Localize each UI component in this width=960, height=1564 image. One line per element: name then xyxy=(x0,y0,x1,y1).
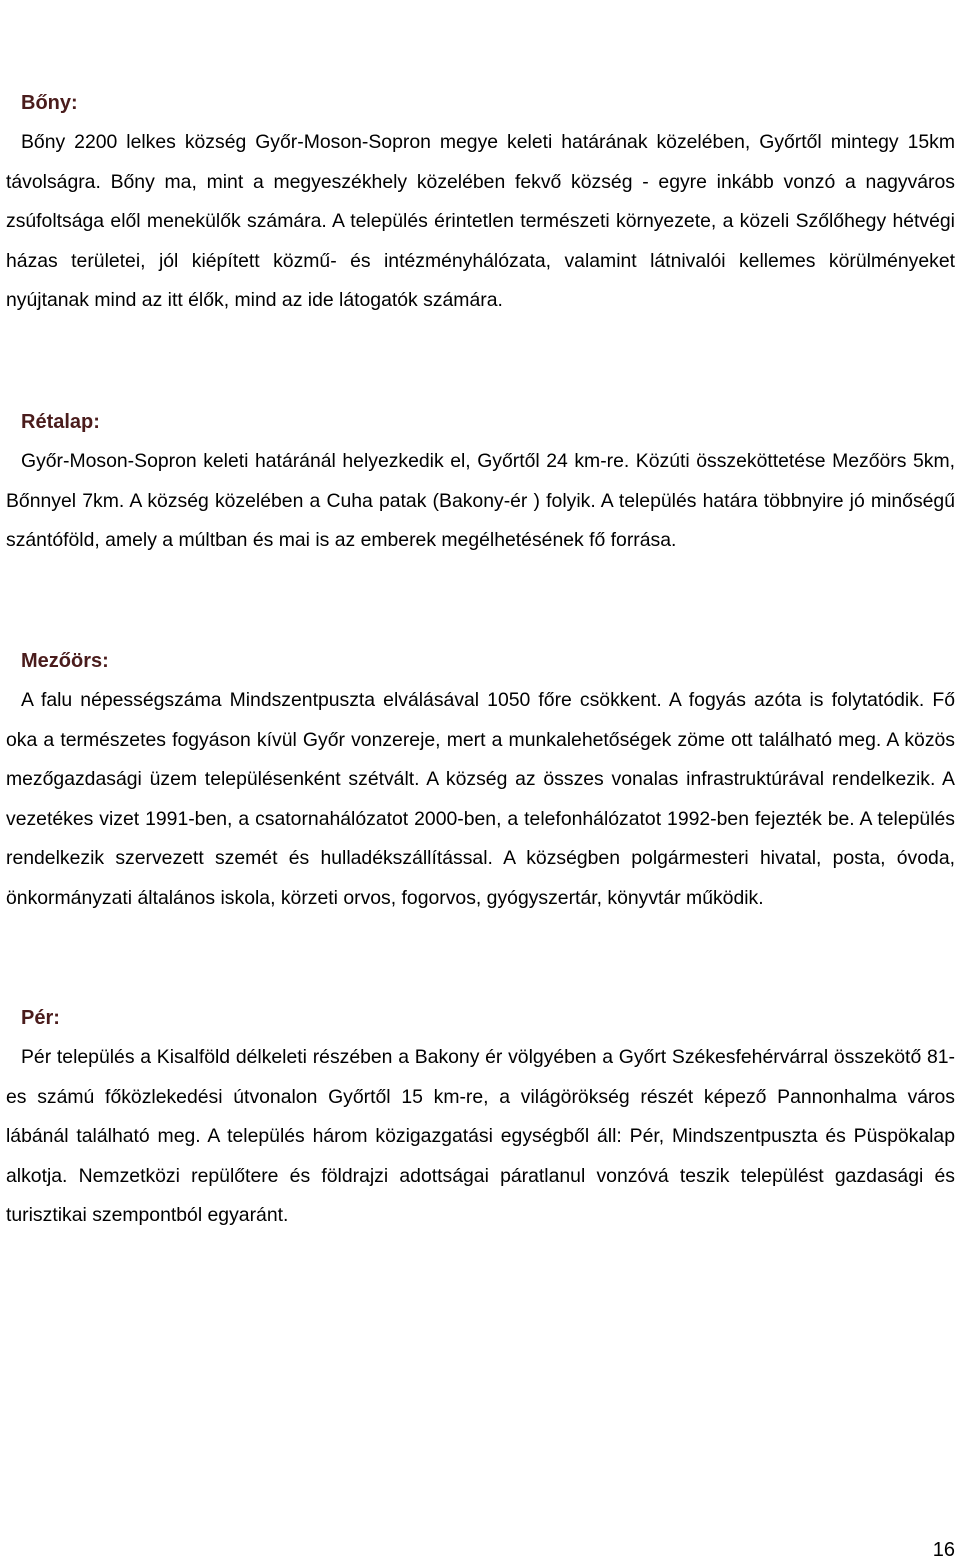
section-body-bony: Bőny 2200 lelkes község Győr-Moson-Sopron megye keleti határának közelében, Győrtől mintegy 15km távolságra. Bőny ma, mint a megyeszékhely közelében fekvő község - egyre inkább vonzó a nagyváros zsúfoltsága elől menekülők számára. A település érintetlen természeti környezete, a közeli Szőlőhegy hétvégi házas területei, jól kiépített közmű- és intézményhálózata, valamint látnivalói kellemes körülményeket nyújtanak mind az itt élők, mind az ide látogatók számára. xyxy=(6,131,955,312)
section-heading-retalap: Rétalap: xyxy=(21,411,100,433)
section-retalap xyxy=(6,402,955,561)
section-heading-per: Pér: xyxy=(21,1007,60,1029)
section-per xyxy=(6,998,955,1236)
section-bony xyxy=(6,83,955,321)
section-body-retalap: Győr-Moson-Sopron keleti határánál helyezkedik el, Győrtől 24 km-re. Közúti összeköttetése Mezőörs 5km, Bőnnyel 7km. A község közelében a Cuha patak (Bakony-ér ) folyik. A település határa többnyire jó minőségű szántóföld, amely a múltban és mai is az emberek megélhetésének fő forrása. xyxy=(6,450,955,552)
section-body-mezoors: A falu népességszáma Mindszentpuszta elválásával 1050 főre csökkent. A fogyás azóta is folytatódik. Fő oka a természetes fogyáson kívül Győr vonzereje, mert a munkalehetőségek zöme ott található meg. A közös mezőgazdasági üzem településenként szétvált. A község az összes vonalas infrastruktúrával rendelkezik. A vezetékes vizet 1991-ben, a csatornahálózatot 2000-ben, a telefonhálózatot 1992-ben fejezték be. A település rendelkezik szervezett szemét és hulladékszállítással. A községben polgármesteri hivatal, posta, óvoda, önkormányzati általános iskola, körzeti orvos, fogorvos, gyógyszertár, könyvtár működik. xyxy=(6,689,955,909)
section-heading-mezoors: Mezőörs: xyxy=(21,650,109,672)
section-body-per: Pér település a Kisalföld délkeleti részében a Bakony ér völgyében a Győrt Székesfehérvárral összekötő 81-es számú főközlekedési útvonalon Győrtől 15 km-re, a világörökség részét képező Pannonhalma város lábánál található meg. A település három közigazgatási egységből áll: Pér, Mindszentpuszta és Püspökalap alkotja. Nemzetközi repülőtere és földrajzi adottságai páratlanul vonzóvá teszik települést gazdasági és turisztikai szempontból egyaránt. xyxy=(6,1046,955,1227)
page-number: 16 xyxy=(932,1539,955,1561)
section-mezoors xyxy=(6,641,955,919)
section-heading-bony: Bőny: xyxy=(21,92,78,114)
